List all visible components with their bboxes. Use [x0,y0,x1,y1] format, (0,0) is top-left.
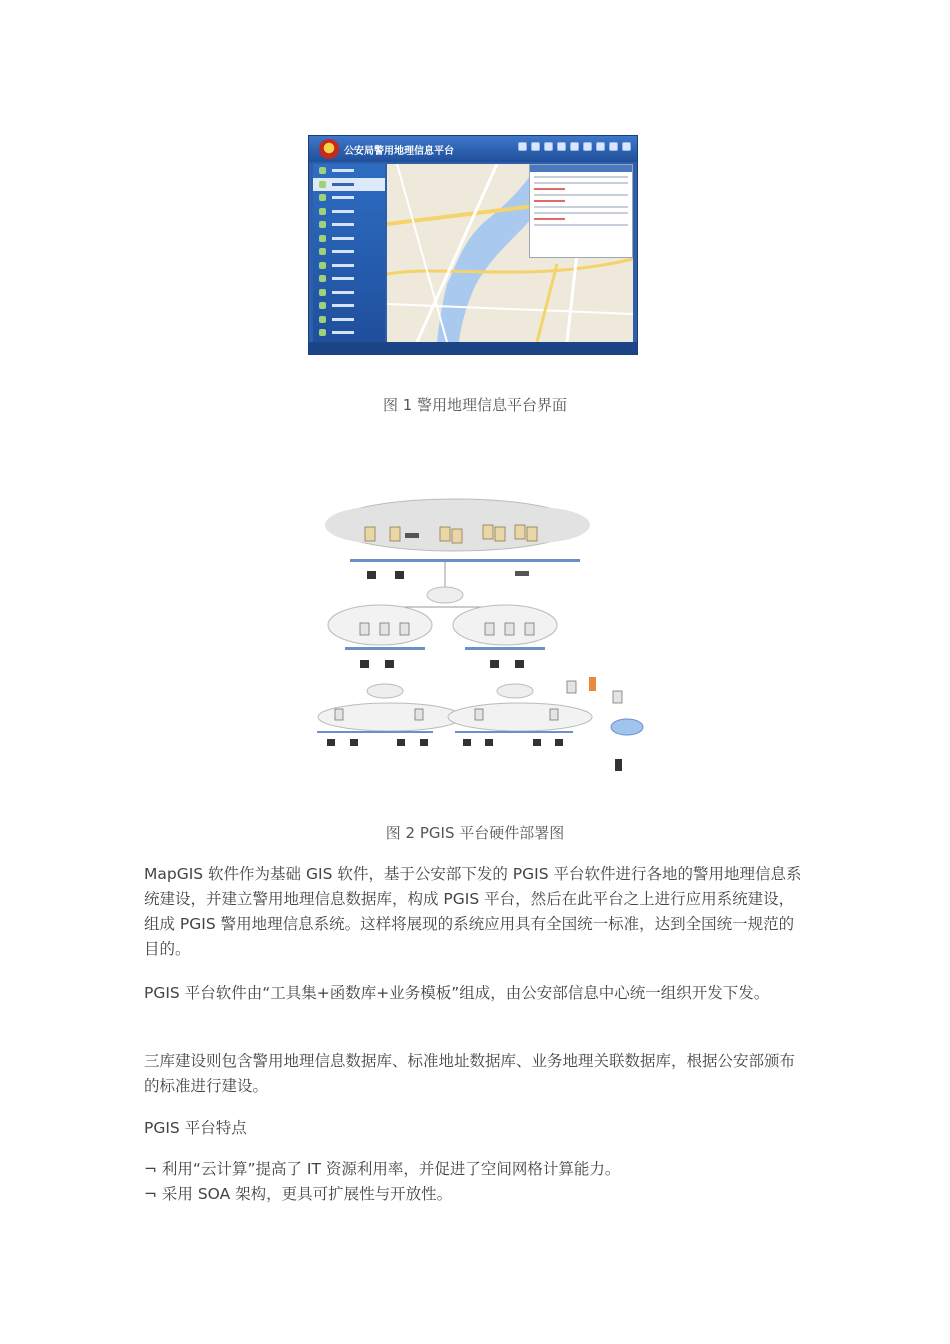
workstation-icon [385,660,394,668]
server-icon [335,709,343,720]
workstation-icon [350,739,358,746]
server-icon [567,681,576,693]
road [387,304,633,314]
switch-icon [405,533,419,538]
feature-list [144,1157,806,1207]
firewall-icon [589,677,596,691]
server-icon [550,709,558,720]
server-icon [475,709,483,720]
workstation-icon [395,571,404,579]
workstation-icon [555,739,563,746]
sidebar-item [313,286,385,300]
sidebar-item-active [313,178,385,192]
cloud-shape [448,703,592,731]
app-statusbar [309,342,637,354]
toolbar-icon [544,142,553,151]
sidebar-item [313,272,385,286]
sidebar-item [313,245,385,259]
app-title: 公安局警用地理信息平台 [344,146,454,157]
nav-icon [319,194,326,201]
nav-icon [319,208,326,215]
query-panel [529,164,633,258]
server-icon [360,623,369,635]
cloud-shape [367,684,403,698]
sidebar-item [313,232,385,246]
police-emblem-icon [319,139,339,159]
toolbar-icon [609,142,618,151]
app-sidebar [313,164,385,342]
server-icon [390,527,400,541]
toolbar-icon [570,142,579,151]
cloud-shape [427,587,463,603]
server-icon [613,691,622,703]
cloud-shape [497,684,533,698]
workstation-icon [490,660,499,668]
server-icon [380,623,389,635]
nav-icon [319,221,326,228]
app-titlebar [309,136,637,162]
sidebar-item [313,259,385,273]
workstation-icon [515,660,524,668]
figure-1-platform-screenshot [308,135,638,355]
nav-icon [319,181,326,188]
toolbar-icon [557,142,566,151]
sidebar-item [313,299,385,313]
workstation-icon [420,739,428,746]
sidebar-item [313,218,385,232]
nav-icon [319,167,326,174]
toolbar-icon [583,142,592,151]
toolbar-icon [596,142,605,151]
server-icon [400,623,409,635]
sidebar-item [313,191,385,205]
body-paragraph: 三库建设则包含警用地理信息数据库、标准地址数据库、业务地理关联数据库，根据公安部颁布的标准进行建设。 [144,1052,796,1095]
toolbar-icon [622,142,631,151]
body-paragraph: PGIS 平台软件由“工具集+函数库+业务模板”组成，由公安部信息中心统一组织开发下发。 [144,984,770,1002]
nav-icon [319,302,326,309]
figure-1-caption: 图 1 警用地理信息平台界面 [382,396,568,414]
nav-icon [319,248,326,255]
sidebar-item [313,326,385,340]
list-item: ¬ 采用 SOA 架构，更具可扩展性与开放性。 [144,1185,453,1203]
figure-2-deployment-diagram [315,495,645,780]
network-bus [455,731,573,733]
server-icon [452,529,462,543]
switch-icon [515,571,529,576]
list-item: ¬ 利用“云计算”提高了 IT 资源利用率，并促进了空间网格计算能力。 [144,1160,621,1178]
nav-icon [319,316,326,323]
workstation-icon [360,660,369,668]
wireless-cloud [611,719,643,735]
app-toolbar [518,142,631,151]
network-bus [465,647,545,650]
network-bus [350,559,580,562]
workstation-icon [327,739,335,746]
workstation-icon [463,739,471,746]
sidebar-item [313,313,385,327]
nav-icon [319,235,326,242]
server-icon [527,527,537,541]
server-icon [483,525,493,539]
network-bus [317,731,433,733]
major-road [537,264,557,342]
nav-icon [319,289,326,296]
server-icon [515,525,525,539]
sidebar-item [313,164,385,178]
server-icon [505,623,514,635]
server-icon [525,623,534,635]
nav-icon [319,262,326,269]
server-icon [415,709,423,720]
figure-2-caption: 图 2 PGIS 平台硬件部署图 [385,824,565,842]
network-bus [345,647,425,650]
server-icon [440,527,450,541]
server-icon [485,623,494,635]
server-icon [365,527,375,541]
workstation-icon [367,571,376,579]
workstation-icon [397,739,405,746]
road [397,164,447,342]
toolbar-icon [531,142,540,151]
workstation-icon [485,739,493,746]
toolbar-icon [518,142,527,151]
sidebar-item [313,205,385,219]
server-icon [495,527,505,541]
body-paragraph: MapGIS 软件作为基础 GIS 软件，基于公安部下发的 PGIS 平台软件进行各地的警用地理信息系统建设，并建立警用地理信息数据库，构成 PGIS 平台，然后在此平台之上进行应用系统建设，组成 PGIS 警用地理信息系统。这样将展现的系统应用具有全国统一标准，达到全国统一规范的目的。 [144,865,802,958]
mobile-device-icon [615,759,622,771]
nav-icon [319,329,326,336]
workstation-icon [533,739,541,746]
nav-icon [319,275,326,282]
section-heading: PGIS 平台特点 [144,1119,247,1137]
